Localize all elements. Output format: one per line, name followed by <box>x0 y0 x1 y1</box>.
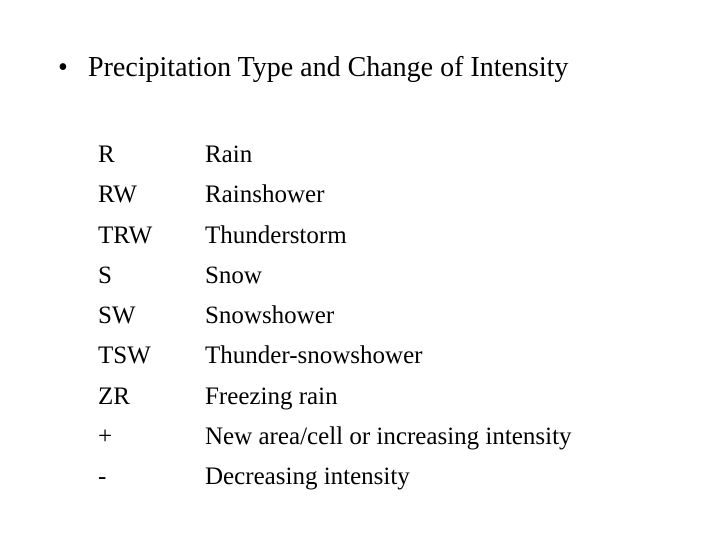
legend-meaning: Thunder-snowshower <box>205 342 423 370</box>
legend-code: R <box>98 141 115 168</box>
legend-code: + <box>98 423 113 451</box>
bullet-icon: • <box>58 52 68 83</box>
legend-row <box>98 135 572 175</box>
legend-row <box>98 417 572 457</box>
legend-code: ZR <box>98 382 130 410</box>
legend-meaning: New area/cell or increasing intensity <box>205 423 572 451</box>
legend-row <box>98 377 572 417</box>
slide-heading <box>58 48 568 88</box>
precipitation-legend <box>98 135 572 498</box>
legend-code: S <box>98 261 112 289</box>
legend-code: TSW <box>98 342 151 370</box>
legend-row <box>98 457 572 497</box>
legend-meaning: Thunderstorm <box>205 221 347 249</box>
heading-title: Precipitation Type and Change of Intensity <box>88 52 569 83</box>
legend-code: RW <box>98 181 137 209</box>
legend-row <box>98 175 572 215</box>
legend-meaning: Snow <box>205 261 262 289</box>
legend-row <box>98 216 572 256</box>
legend-code: SW <box>98 302 136 330</box>
legend-code: - <box>98 463 107 491</box>
legend-row <box>98 256 572 296</box>
legend-row <box>98 336 572 376</box>
legend-meaning: Rainshower <box>205 181 325 209</box>
legend-meaning: Decreasing intensity <box>205 463 410 491</box>
legend-row <box>98 296 572 336</box>
legend-meaning: Rain <box>205 141 253 168</box>
legend-meaning: Freezing rain <box>205 382 338 410</box>
legend-meaning: Snowshower <box>205 302 335 330</box>
legend-code: TRW <box>98 221 153 249</box>
